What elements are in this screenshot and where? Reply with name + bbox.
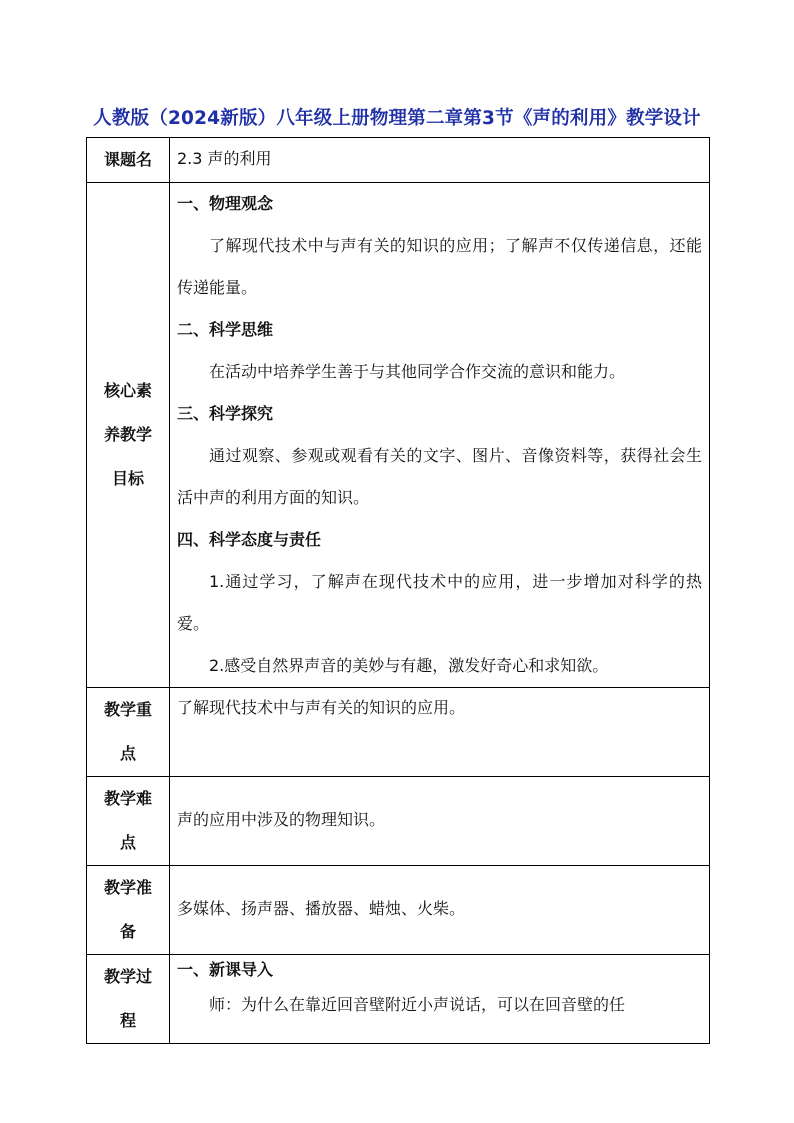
objective-paragraph-4a: 1.通过学习，了解声在现代技术中的应用，进一步增加对科学的热爱。	[177, 572, 702, 633]
difficulty-label: 教学难点	[103, 789, 152, 852]
table-row-objectives	[87, 183, 710, 688]
objective-heading-3: 三、科学探究	[177, 404, 274, 423]
key-label-cell	[87, 688, 170, 777]
prep-value: 多媒体、扬声器、播放器、蜡烛、火柴。	[177, 899, 466, 918]
process-label-cell	[87, 955, 170, 1044]
process-label: 教学过程	[103, 967, 152, 1030]
objective-heading-1: 一、物理观念	[177, 194, 274, 213]
topic-value: 2.3 声的利用	[177, 149, 272, 168]
key-value-cell	[170, 688, 710, 777]
objectives-label: 核心素养教学目标	[103, 381, 152, 488]
table-row-key-points	[87, 688, 710, 777]
objective-paragraph-4b: 2.感受自然界声音的美妙与有趣，激发好奇心和求知欲。	[209, 656, 609, 675]
table-row-preparation	[87, 866, 710, 955]
table-row-difficulty	[87, 777, 710, 866]
topic-label-cell	[87, 138, 170, 183]
objective-paragraph-3: 通过观察、参观或观看有关的文字、图片、音像资料等，获得社会生活中声的利用方面的知识。	[177, 446, 702, 507]
topic-value-cell	[170, 138, 710, 183]
prep-value-cell	[170, 866, 710, 955]
difficulty-label-cell	[87, 777, 170, 866]
difficulty-value-cell	[170, 777, 710, 866]
objectives-cell	[170, 183, 710, 688]
topic-label: 课题名	[103, 150, 152, 169]
lesson-plan-table	[86, 137, 710, 1044]
table-row-process	[87, 955, 710, 1044]
objective-paragraph-2: 在活动中培养学生善于与其他同学合作交流的意识和能力。	[209, 362, 626, 381]
objectives-label-cell	[87, 183, 170, 688]
difficulty-value: 声的应用中涉及的物理知识。	[177, 810, 386, 829]
prep-label-cell	[87, 866, 170, 955]
objective-heading-4: 四、科学态度与责任	[177, 530, 322, 549]
key-value: 了解现代技术中与声有关的知识的应用。	[177, 698, 466, 717]
prep-label: 教学准备	[103, 878, 152, 941]
page-title: 人教版（2024新版）八年级上册物理第二章第3节《声的利用》教学设计	[93, 108, 701, 129]
process-cell	[170, 955, 710, 1044]
process-paragraph-1: 师：为什么在靠近回音壁附近小声说话，可以在回音壁的任	[209, 995, 626, 1014]
process-heading-1: 一、新课导入	[177, 960, 274, 979]
objective-paragraph-1: 了解现代技术中与声有关的知识的应用；了解声不仅传递信息，还能传递能量。	[177, 236, 702, 297]
objective-heading-2: 二、科学思维	[177, 320, 274, 339]
key-label: 教学重点	[103, 700, 152, 763]
table-row-topic	[87, 138, 710, 183]
